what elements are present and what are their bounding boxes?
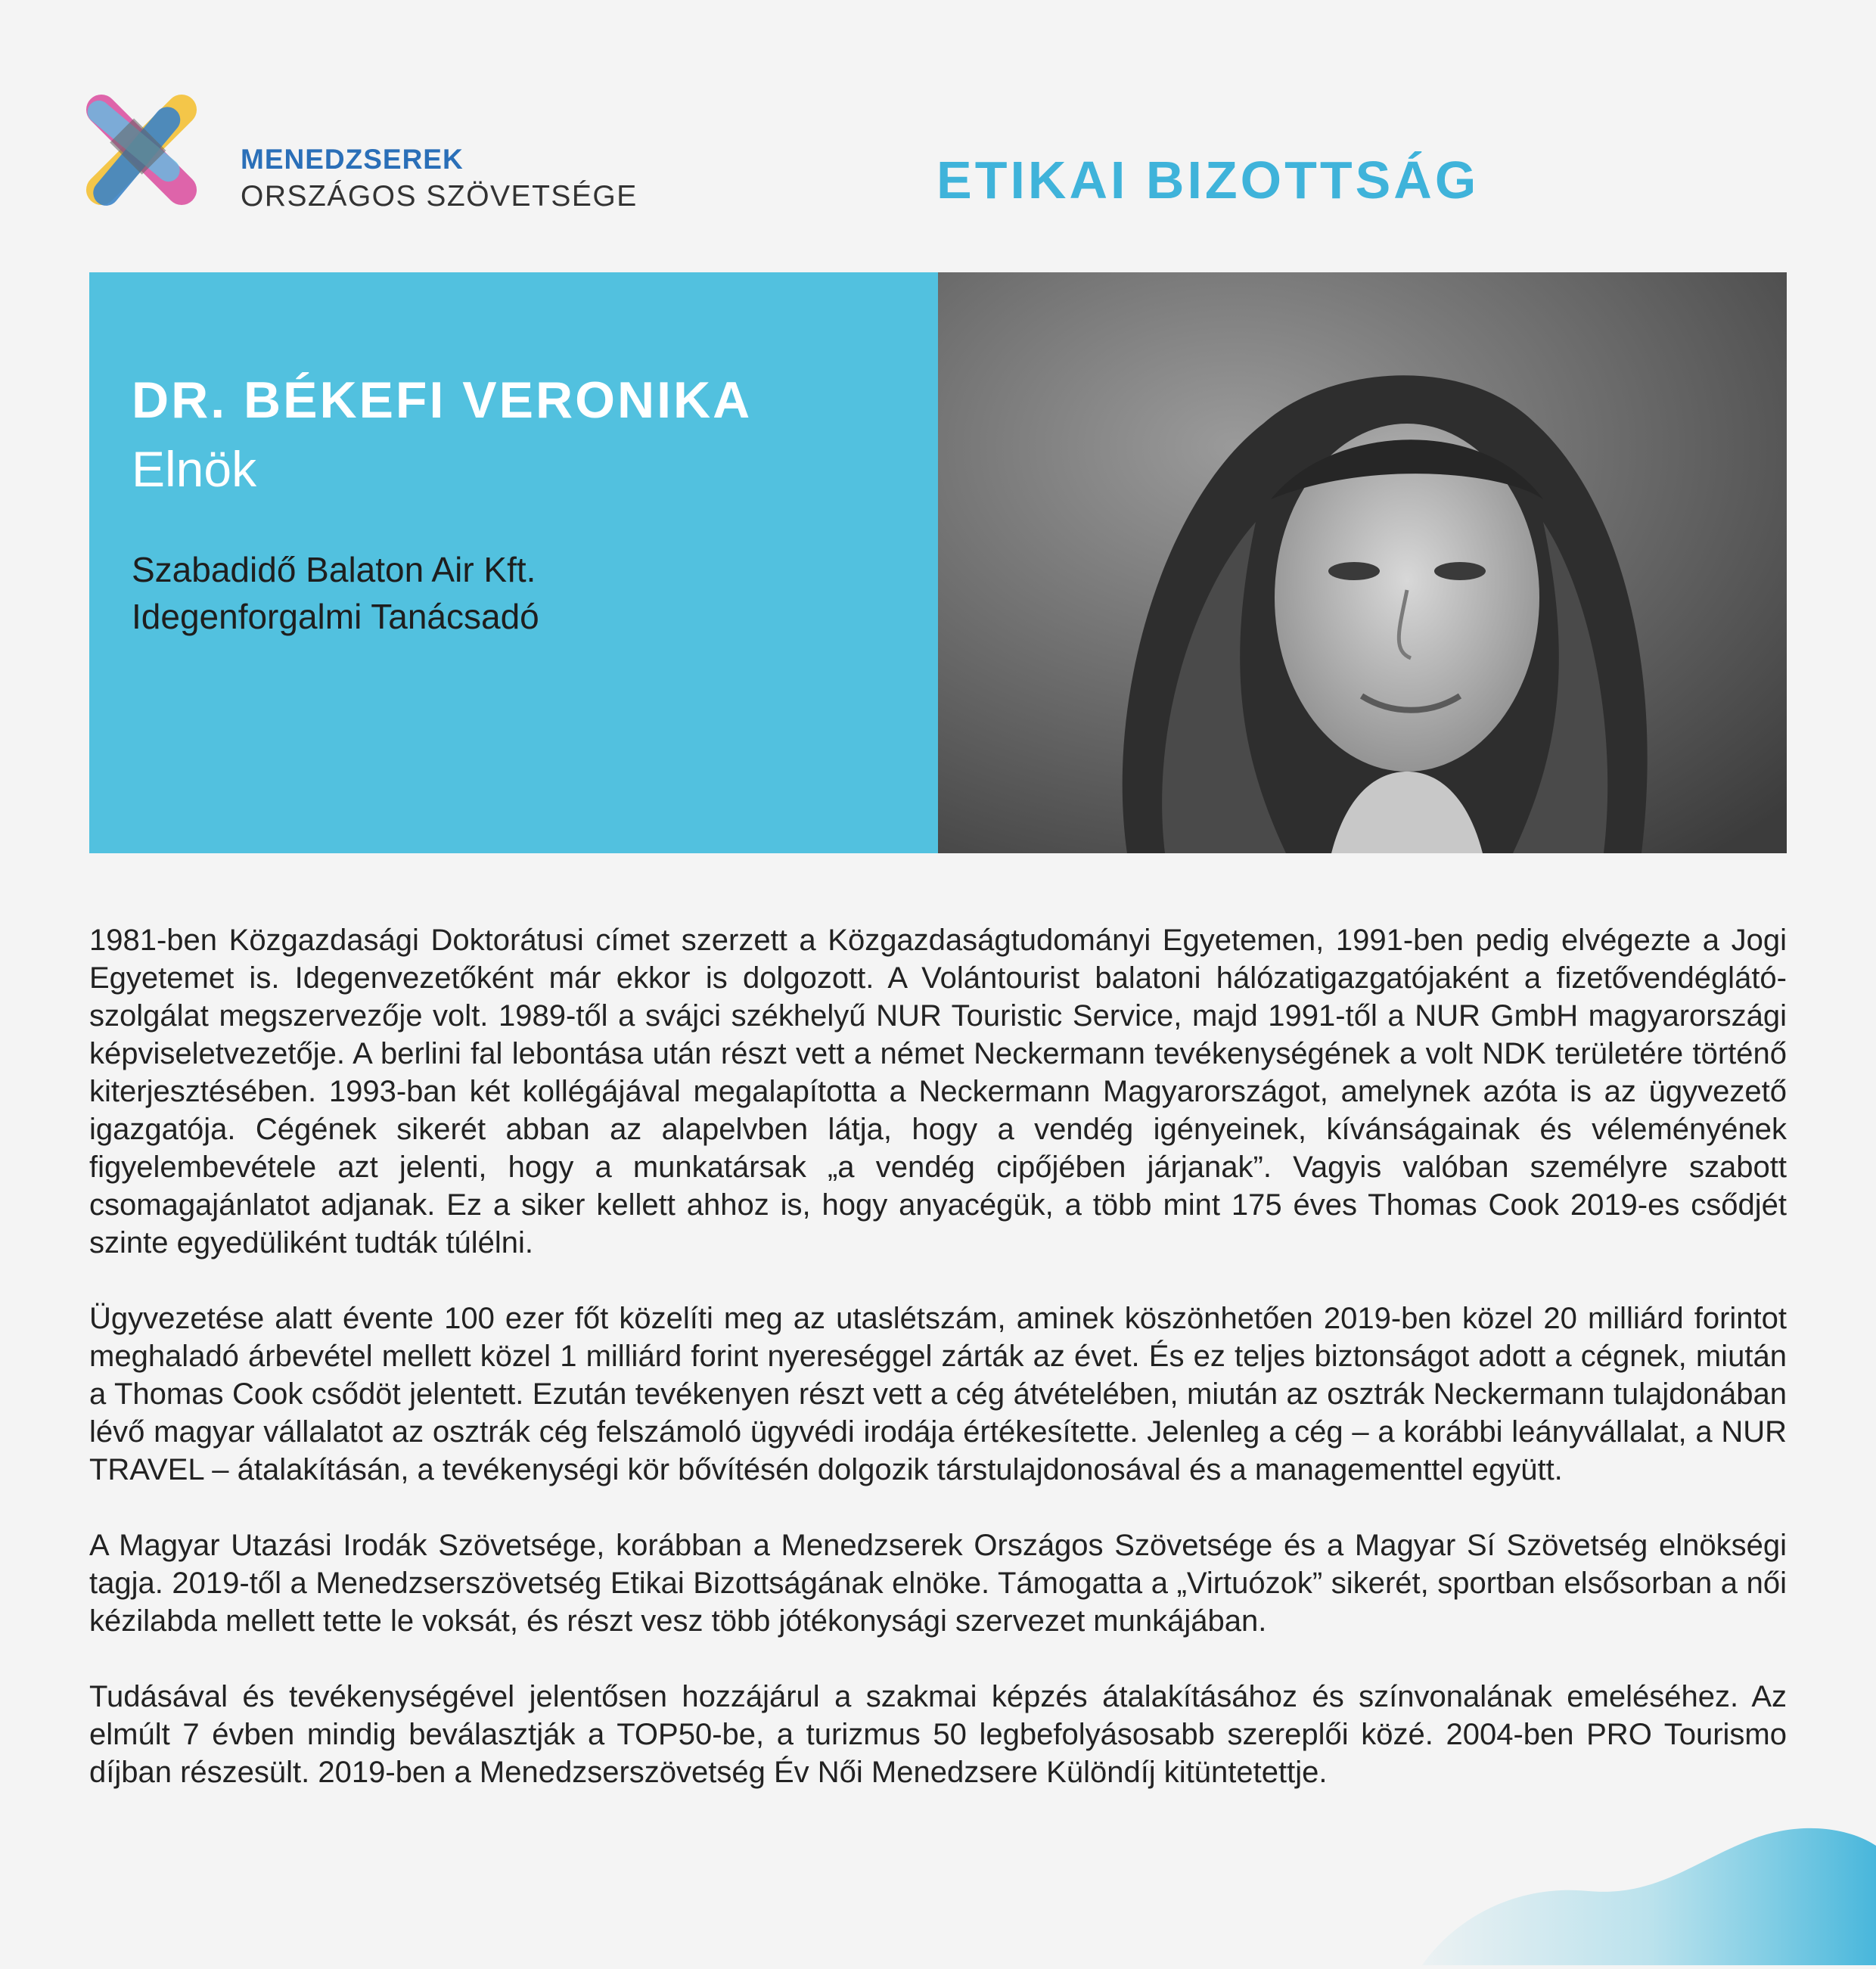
biography bbox=[89, 921, 1787, 1829]
bio-paragraph: Ügyvezetése alatt évente 100 ezer főt közelíti meg az utaslétszám, aminek köszönhetően 2019-ben közel 20 milliárd forintot meghaladó árbevétel mellett közel 1 milliárd forint nyereséggel zárták az évet. És ez teljes biztonságot adott a cégnek, miután a Thomas Cook csődöt jelentett. Ezután tevékenyen részt vett a cég átvételében, miután az osztrák Neckermann tulajdonában lévő magyar vállalatot az osztrák cég felszámoló ügyvédi irodája értékesítette. Jelenleg a cég – a korábbi leányvállalat, a NUR TRAVEL – átalakításán, a tevékenységi kör bővítésén dolgozik társtulajdonosával és a managementtel együtt. bbox=[89, 1302, 1787, 1486]
company-line2: Idegenforgalmi Tanácsadó bbox=[132, 597, 539, 636]
person-role: Elnök bbox=[132, 441, 257, 497]
profile-hero bbox=[89, 272, 1787, 853]
company-info bbox=[132, 546, 539, 640]
organization-logo-icon bbox=[85, 88, 198, 209]
bio-paragraph: Tudásával és tevékenységével jelentősen hozzájárul a szakmai képzés átalakításához és színvonalának emeléséhez. Az elmúlt 7 évben mindig beválasztják a TOP50-be, a turizmus 50 legbefolyásosabb szereplői közé. 2004-ben PRO Tourismo díjban részesült. 2019-ben a Menedzserszövetség Év Női Menedzsere Különdíj kitüntetettje. bbox=[89, 1680, 1787, 1789]
bio-paragraph: A Magyar Utazási Irodák Szövetsége, korábban a Menedzserek Országos Szövetsége és a Magyar Sí Szövetség elnökségi tagja. 2019-től a Menedzserszövetség Etikai Bizottságának elnöke. Támogatta a „Virtuózok” sikerét, sportban elsősorban a női kézilabda mellett tette le voksát, és részt vesz több jótékonysági szervezet munkájában. bbox=[89, 1529, 1787, 1638]
profile-info-panel bbox=[89, 272, 938, 853]
organization-name-line2: ORSZÁGOS SZÖVETSÉGE bbox=[241, 180, 638, 213]
portrait-photo bbox=[938, 272, 1787, 853]
wave-decoration-icon bbox=[1407, 1815, 1876, 1965]
person-name: DR. BÉKEFI VERONIKA bbox=[132, 371, 753, 429]
page-title: ETIKAI BIZOTTSÁG bbox=[936, 151, 1480, 210]
bio-paragraph: 1981-ben Közgazdasági Doktorátusi címet szerzett a Közgazdaságtudományi Egyetemen, 1991-ben pedig elvégezte a Jogi Egyetemet is. Idegenvezetőként már ekkor is dolgozott. A Volántourist balatoni hálózatigazgatójaként a fizetővendéglátó-szolgálat megszervezője volt. 1989-től a svájci székhelyű NUR Touristic Service, majd 1991-től a NUR GmbH magyarországi képviseletvezetője. A berlini fal lebontása után részt vett a német Neckermann tevékenységének a volt NDK területére történő kiterjesztésében. 1993-ban két kollégájával megalapította a Neckermann Magyarországot, amelynek azóta is az ügyvezető igazgatója. Cégének sikerét abban az alapelvben látja, hogy a vendég igényeinek, kívánságainak és véleményének figyelembevétele azt jelenti, hogy a munkatársak „a vendég cipőjében járjanak”. Vagyis valóban személyre szabott csomagajánlatot adjanak. Ez a siker kellett ahhoz is, hogy anyacégük, a több mint 175 éves Thomas Cook 2019-es csődjét szinte egyedüliként tudták túlélni. bbox=[89, 924, 1787, 1259]
organization-name-line1: MENEDZSEREK bbox=[241, 144, 464, 175]
company-line1: Szabadidő Balaton Air Kft. bbox=[132, 550, 536, 589]
